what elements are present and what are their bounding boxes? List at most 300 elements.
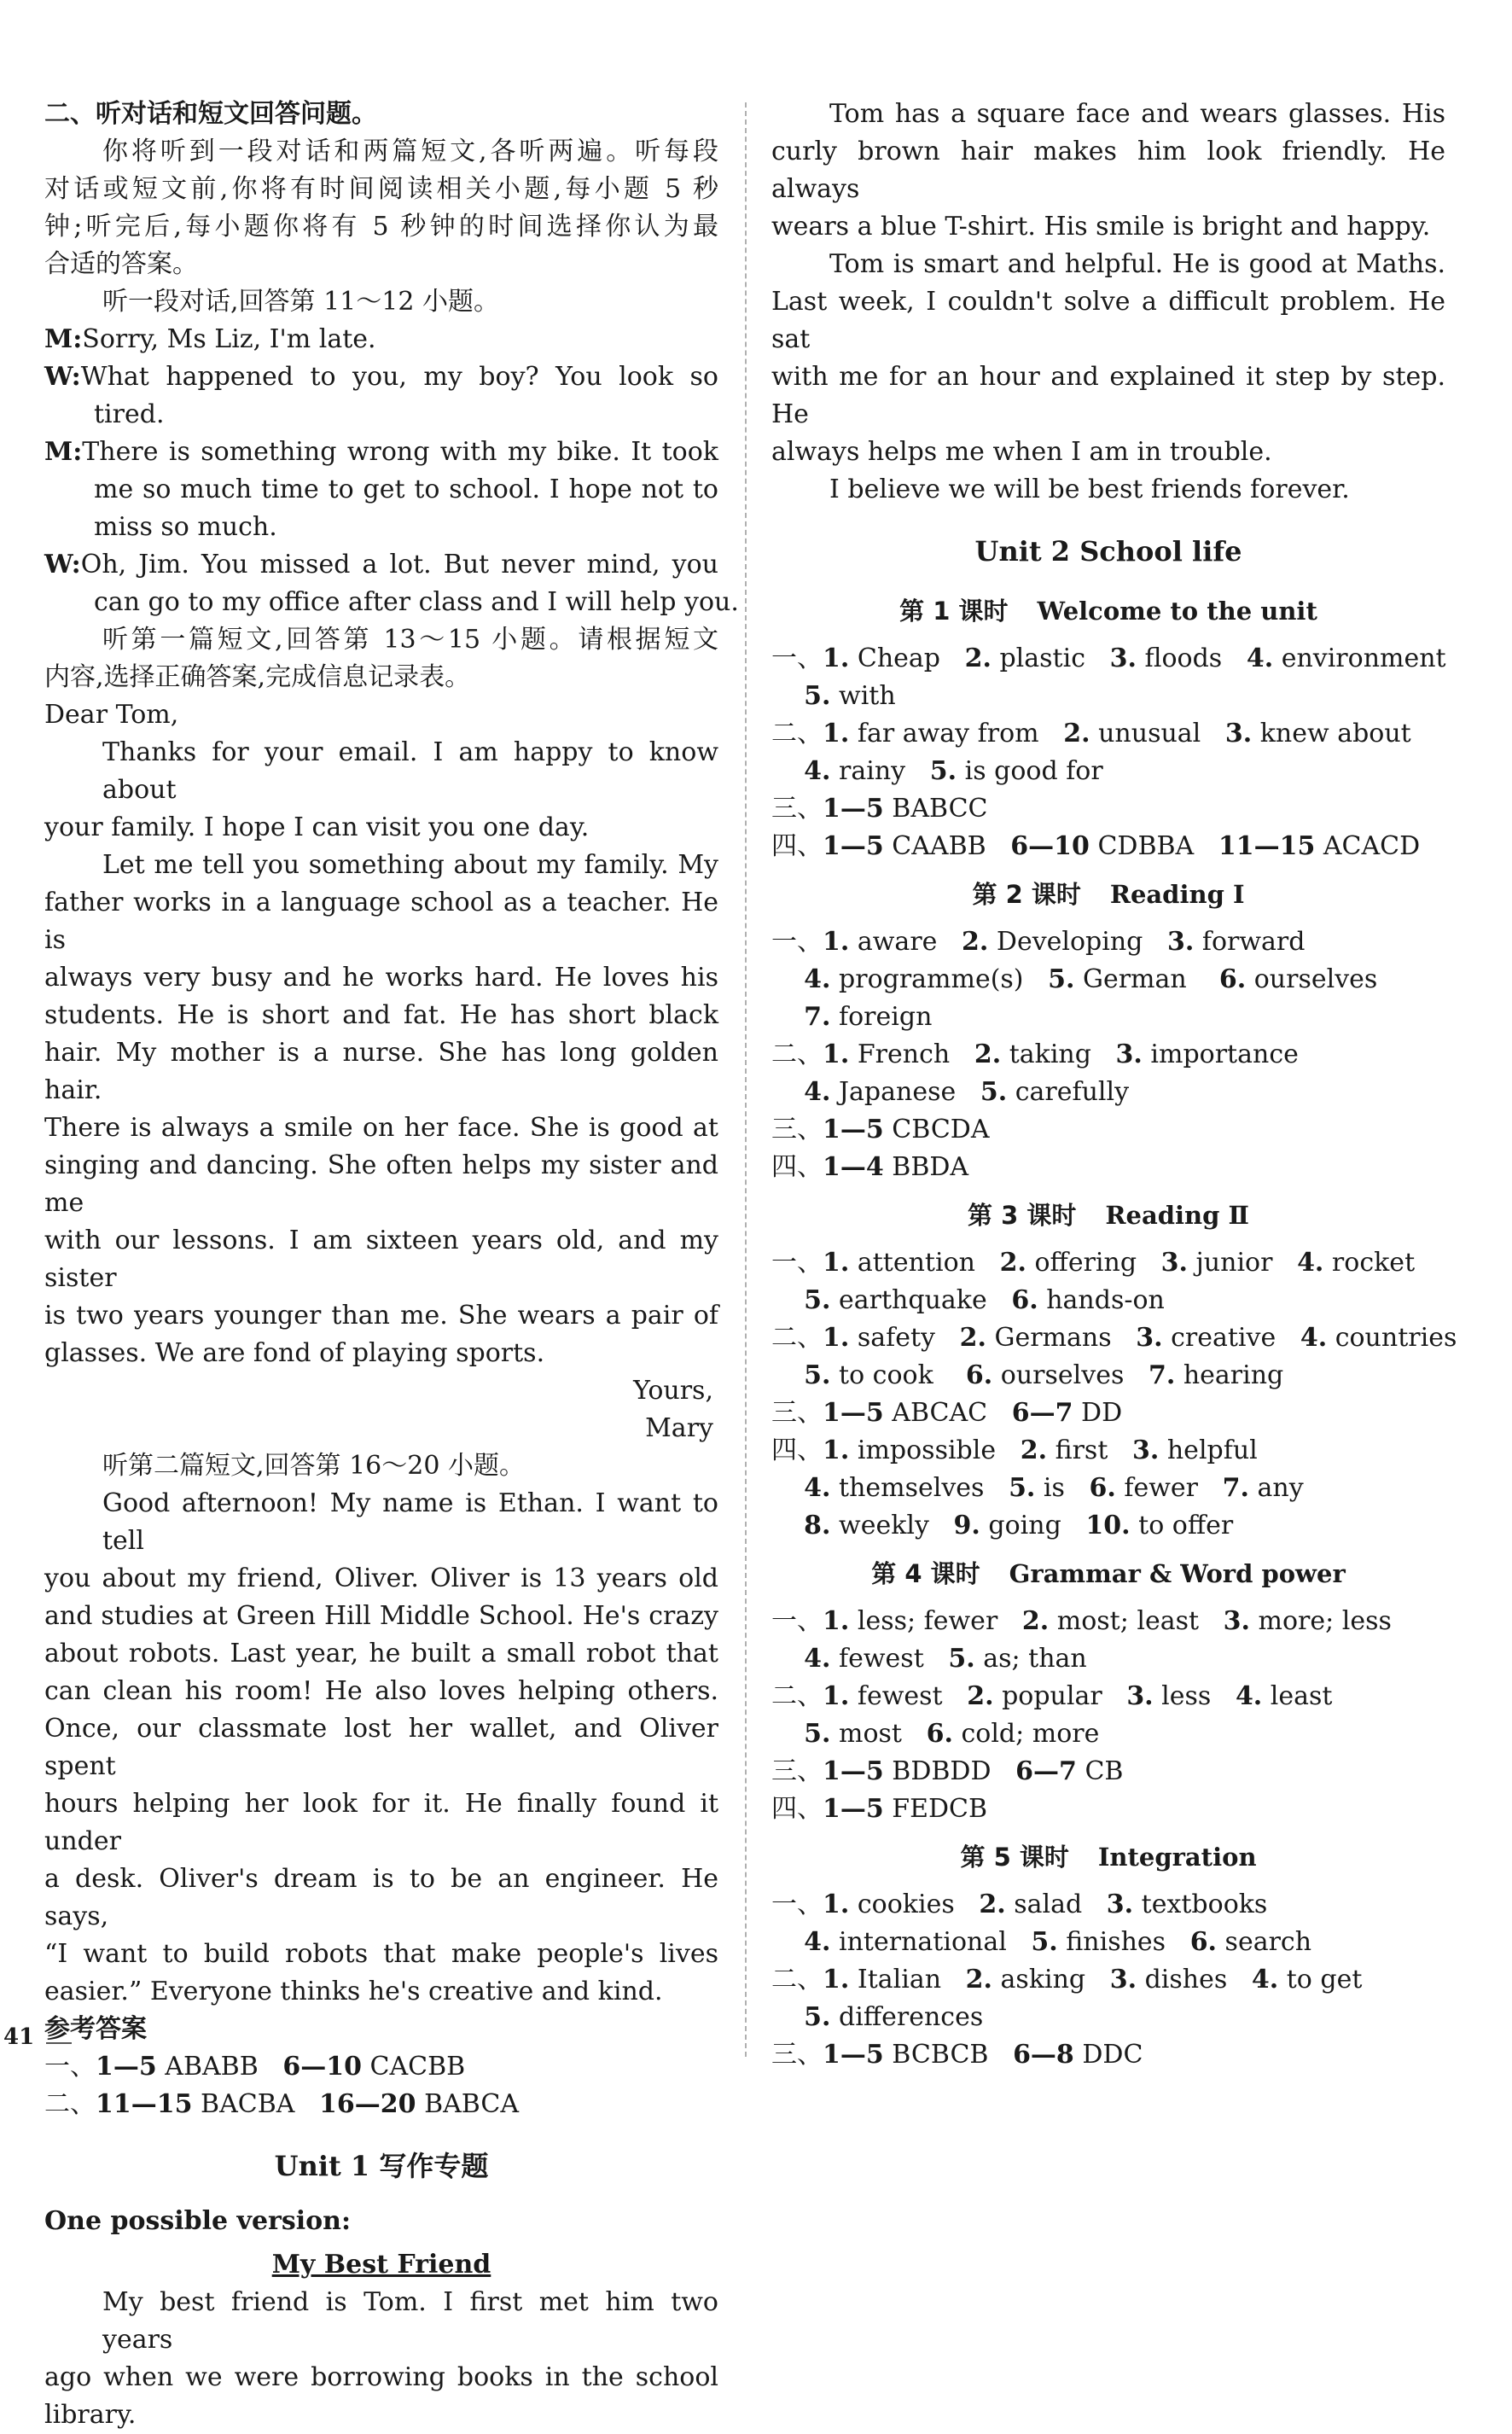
answer-text: textbooks (1133, 1890, 1268, 1919)
answer-text: to get (1278, 1965, 1363, 1994)
answer-text: BDBDD (883, 1756, 1016, 1786)
answer-text: Japanese (830, 1077, 980, 1107)
answer-number: 1—5 (823, 1115, 884, 1144)
answer-text: Italian (849, 1965, 966, 1994)
answer-row (771, 1319, 1457, 1357)
lesson-title: Reading Ⅱ (1105, 1201, 1249, 1230)
answer-text: 三、 (771, 1756, 823, 1786)
answer-text: far away from (849, 719, 1064, 748)
answer-text: is (1035, 1473, 1090, 1503)
dialogue-line (44, 509, 718, 546)
answer-row (771, 1111, 1445, 1149)
dialogue-text: can go to my office after class and I will help you. (94, 587, 739, 617)
answer-number: 1. (823, 1606, 850, 1636)
answer-row (771, 1244, 1445, 1282)
speaker-label: M: (44, 437, 83, 467)
answer-row (44, 2086, 718, 2123)
answer-number: 3. (1132, 1435, 1160, 1465)
answer-number: 5. (804, 1285, 831, 1315)
essay-line: with me for an hour and explained it step by step. He (771, 362, 1445, 429)
answer-row (771, 1432, 1445, 1470)
answer-text: 四、 (771, 1152, 823, 1182)
lesson-title: Reading Ⅰ (1109, 880, 1245, 909)
answer-text: DD (1073, 1398, 1123, 1428)
answer-text: junior (1187, 1248, 1298, 1278)
essay-title: My Best Friend (271, 2250, 491, 2280)
lesson-title: Welcome to the unit (1037, 597, 1317, 626)
answer-number: 1—5 (823, 1794, 884, 1824)
unit2-heading: Unit 2 School life (974, 535, 1242, 568)
answer-text: asking (992, 1965, 1110, 1994)
answer-text: floods (1136, 643, 1247, 673)
passage2-line: Once, our classmate lost her wallet, and Oliver spent (44, 1714, 718, 1781)
answer-number: 1—4 (823, 1152, 884, 1182)
answer-number: 3. (1160, 1248, 1188, 1278)
letter-line: your family. I hope I can visit you one day. (44, 812, 590, 842)
dialogue-line (44, 471, 718, 509)
answer-text (771, 1927, 804, 1957)
dialogue-line (44, 584, 739, 621)
right-column (771, 96, 1457, 2074)
essay-line: Last week, I couldn't solve a difficult problem. He sat (771, 287, 1445, 354)
answer-text: cookies (849, 1890, 980, 1919)
answer-text (771, 2002, 804, 2032)
answer-number: 9. (953, 1511, 980, 1540)
letter-closing: Yours, (633, 1376, 713, 1406)
answer-text: BCBCB (883, 2040, 1014, 2070)
answer-text: environment (1273, 643, 1446, 673)
dialogue (44, 321, 739, 621)
answer-number: 2. (959, 1323, 986, 1353)
answer-number: 1—5 (823, 1398, 884, 1428)
answer-text: plastic (991, 643, 1110, 673)
answer-text: fewest (849, 1681, 968, 1711)
answer-number: 11—15 (1218, 831, 1316, 861)
answer-text: any (1248, 1473, 1304, 1503)
letter-line: with our lessons. I am sixteen years old, and my sister (44, 1226, 718, 1293)
answer-row (771, 753, 1445, 790)
letter-line: is two years younger than me. She wears a pair of (44, 1301, 718, 1331)
instructions (44, 133, 718, 283)
dialogue-text: Oh, Jim. You missed a lot. But never mind, you (80, 550, 718, 579)
answer-text: dishes (1137, 1965, 1252, 1994)
dialogue-text: Sorry, Ms Liz, I'm late. (82, 324, 376, 354)
answer-text: 一、 (44, 2052, 96, 2082)
essay-line: I believe we will be best friends forever. (829, 475, 1350, 504)
answer-text: 二、 (771, 719, 823, 748)
answer-number: 3. (1136, 1323, 1163, 1353)
answer-number: 2. (974, 1039, 1002, 1069)
passage2-line: easier.” Everyone thinks he's creative and kind. (44, 1977, 663, 2006)
answer-number: 3. (1109, 1965, 1137, 1994)
answer-text: countries (1327, 1323, 1457, 1353)
answer-text (771, 964, 804, 994)
answer-row (771, 999, 1445, 1036)
answer-text: taking (1001, 1039, 1116, 1069)
answer-row (44, 2048, 718, 2086)
left-column (44, 96, 739, 2434)
answer-text: 二、 (771, 1965, 823, 1994)
answer-number: 6—7 (1011, 1398, 1073, 1428)
lesson-block (771, 582, 1445, 865)
answer-text (771, 1719, 804, 1749)
answer-text: ABCAC (883, 1398, 1012, 1428)
lesson-number: 第 4 课时 (871, 1559, 980, 1588)
answer-number: 3. (1167, 927, 1195, 957)
answer-text: programme(s) (830, 964, 1049, 994)
answer-row (771, 1961, 1445, 1999)
answer-text: ABABB (156, 2052, 283, 2082)
answer-row (771, 1470, 1445, 1507)
answer-number: 6—8 (1013, 2040, 1074, 2070)
letter-greeting: Dear Tom, (44, 700, 179, 730)
lesson-number: 第 1 课时 (899, 597, 1009, 626)
lesson-answers (771, 582, 1457, 2074)
answer-number: 5. (804, 1360, 831, 1390)
answer-number: 1. (823, 719, 850, 748)
passage2-line: hours helping her look for it. He finally found it under (44, 1789, 718, 1856)
answer-number: 1. (823, 1681, 850, 1711)
answer-number: 16—20 (319, 2089, 416, 2119)
answer-number: 6. (965, 1360, 993, 1390)
answer-text: 四、 (771, 1794, 823, 1824)
answer-number: 1—5 (823, 831, 884, 861)
answer-text: FEDCB (883, 1794, 988, 1824)
answer-number: 5. (804, 1719, 831, 1749)
answer-number: 2. (999, 1248, 1026, 1278)
answer-row (771, 1282, 1445, 1319)
answer-number: 2. (979, 1890, 1006, 1919)
answer-text (771, 756, 804, 786)
answer-text: 一、 (771, 1248, 823, 1278)
letter-line: always very busy and he works hard. He loves his (44, 963, 718, 993)
answer-number: 3. (1224, 719, 1253, 748)
answer-text: BACBA (192, 2089, 320, 2119)
page-number: 41 (3, 2024, 35, 2050)
lesson-title: Grammar & Word power (1009, 1559, 1346, 1588)
speaker-label: W: (44, 362, 81, 392)
answer-number: 1. (823, 927, 850, 957)
answer-number: 6. (1218, 964, 1247, 994)
answer-text: 四、 (771, 1435, 823, 1465)
letter-line: father works in a language school as a teacher. He is (44, 888, 718, 955)
answer-number: 4. (1300, 1323, 1328, 1353)
answer-number: 2. (967, 1681, 994, 1711)
answer-text: 二、 (44, 2089, 96, 2119)
answer-text: 四、 (771, 831, 823, 861)
answer-number: 2. (964, 643, 992, 673)
answer-number: 7. (1148, 1360, 1176, 1390)
answer-number: 3. (1106, 1890, 1134, 1919)
answer-text: to offer (1130, 1511, 1234, 1540)
answer-row (771, 1640, 1445, 1678)
answer-row (771, 715, 1445, 753)
answer-text: 二、 (771, 1039, 823, 1069)
answers-title: 参考答案 (44, 2014, 147, 2044)
dialogue-line (44, 358, 718, 396)
answer-number: 2. (965, 1965, 992, 1994)
answer-text: more; less (1249, 1606, 1392, 1636)
letter-line: singing and dancing. She often helps my sister and me (44, 1150, 718, 1218)
answer-number: 5. (804, 681, 831, 711)
answer-text: ourselves (992, 1360, 1149, 1390)
instruction-line: 对话或短文前,你将有时间阅读相关小题,每小题 5 秒 (44, 174, 718, 204)
answer-number: 4. (1235, 1681, 1263, 1711)
answer-number: 4. (804, 1473, 831, 1503)
passage2-body (44, 1485, 718, 2011)
answer-text: most (830, 1719, 927, 1749)
answer-text: DDC (1073, 2040, 1143, 2070)
answer-text: importance (1142, 1039, 1299, 1069)
answer-text: 三、 (771, 794, 823, 824)
answer-text: as; than (974, 1644, 1087, 1674)
answer-text: finishes (1057, 1927, 1190, 1957)
answer-number: 4. (804, 1644, 831, 1674)
answer-number: 2. (1021, 1606, 1050, 1636)
answer-text: going (980, 1511, 1086, 1540)
answer-row (771, 1791, 1445, 1828)
answer-text (771, 681, 804, 711)
essay-line: Tom has a square face and wears glasses. His (829, 99, 1445, 129)
answer-text: creative (1162, 1323, 1300, 1353)
answer-text: CDBBA (1089, 831, 1218, 861)
lesson-block (771, 1186, 1457, 1545)
unit1-heading: Unit 1 写作专题 (274, 2150, 489, 2182)
answer-text: safety (849, 1323, 960, 1353)
answer-text (771, 1473, 804, 1503)
answer-text (771, 1360, 804, 1390)
answer-number: 1. (823, 1323, 850, 1353)
answer-number: 6. (926, 1719, 953, 1749)
answer-number: 4. (1251, 1965, 1279, 1994)
answer-number: 5. (980, 1077, 1008, 1107)
answer-number: 2. (962, 927, 989, 957)
dialogue-line (44, 434, 718, 471)
passage1-intro-line: 听第一篇短文,回答第 13～15 小题。请根据短文 (102, 625, 718, 655)
answer-text: French (849, 1039, 974, 1069)
answer-number: 1. (823, 1965, 850, 1994)
answer-text: hearing (1175, 1360, 1284, 1390)
dialogue-intro: 听一段对话,回答第 11～12 小题。 (102, 287, 499, 317)
answer-text: BBDA (883, 1152, 969, 1182)
answer-text: 三、 (771, 2040, 823, 2070)
lesson-heading (771, 1186, 1445, 1244)
lesson-heading (771, 582, 1445, 640)
answer-number: 7. (804, 1002, 831, 1032)
dialogue-line (44, 321, 718, 358)
letter-signature: Mary (645, 1413, 713, 1443)
passage1-intro (44, 621, 718, 696)
answer-row (771, 961, 1445, 999)
answer-text: 二、 (771, 1681, 823, 1711)
answer-number: 5. (1048, 964, 1075, 994)
essay-line: always helps me when I am in trouble. (771, 437, 1272, 467)
answer-number: 5. (929, 756, 957, 786)
answer-text: 一、 (771, 1890, 823, 1919)
answer-row (771, 1999, 1445, 2036)
answer-number: 6—10 (282, 2052, 362, 2082)
lesson-block (771, 1545, 1445, 1828)
answer-number: 3. (1126, 1681, 1154, 1711)
answer-number: 1. (823, 1248, 850, 1278)
answer-row (771, 2036, 1445, 2074)
answer-text (771, 1002, 804, 1032)
answer-number: 6—10 (1010, 831, 1090, 861)
answer-text: impossible (849, 1435, 1021, 1465)
answer-text: unusual (1090, 719, 1225, 748)
answer-row (771, 790, 1445, 828)
letter-line: There is always a smile on her face. She is good at (44, 1113, 718, 1143)
answer-text: foreign (830, 1002, 933, 1032)
answer-text: aware (849, 927, 962, 957)
answer-number: 1—5 (823, 2040, 884, 2070)
answer-text: earthquake (830, 1285, 1012, 1315)
dialogue-text: There is something wrong with my bike. It took (82, 437, 718, 467)
letter-line: hair. My mother is a nurse. She has long golden hair. (44, 1038, 718, 1105)
dialogue-line (44, 546, 718, 584)
answer-text: weekly (830, 1511, 954, 1540)
passage2-line: can clean his room! He also loves helping others. (44, 1676, 718, 1706)
answer-number: 1. (823, 1435, 850, 1465)
lesson-heading (771, 1545, 1445, 1603)
answer-text: search (1217, 1927, 1312, 1957)
answer-row (771, 1357, 1445, 1395)
answer-row (771, 1507, 1445, 1545)
letter-body (44, 734, 718, 1372)
answer-text: ourselves (1246, 964, 1378, 994)
answer-row (771, 828, 1445, 865)
answer-text: themselves (830, 1473, 1009, 1503)
essay-body-continued (771, 96, 1445, 509)
answer-number: 3. (1115, 1039, 1143, 1069)
answer-number: 8. (804, 1511, 831, 1540)
answer-text: hands-on (1038, 1285, 1165, 1315)
lesson-heading (771, 1828, 1445, 1886)
lesson-number: 第 5 课时 (960, 1843, 1069, 1872)
answer-text (771, 1077, 804, 1107)
listening-section-title: 二、听对话和短文回答问题。 (44, 99, 377, 129)
answer-text: Germans (986, 1323, 1137, 1353)
answer-text: fewest (830, 1644, 949, 1674)
answer-text: rainy (830, 756, 930, 786)
answer-number: 1. (823, 643, 850, 673)
answer-text: German (1074, 964, 1219, 994)
answer-text (771, 1644, 804, 1674)
answer-number: 1—5 (823, 1756, 884, 1786)
dialogue-line (44, 396, 718, 434)
answer-row (771, 678, 1445, 715)
lesson-block (771, 1828, 1445, 2074)
instruction-line: 合适的答案。 (44, 249, 198, 279)
answer-number: 4. (804, 1077, 831, 1107)
answer-text: CACBB (362, 2052, 466, 2082)
letter-line: glasses. We are fond of playing sports. (44, 1338, 545, 1368)
passage2-line: a desk. Oliver's dream is to be an engineer. He says, (44, 1864, 718, 1931)
answer-text: attention (849, 1248, 1000, 1278)
answer-text: with (830, 681, 896, 711)
answer-number: 4. (804, 756, 831, 786)
passage2-line: about robots. Last year, he built a small robot that (44, 1639, 718, 1668)
answer-text: carefully (1007, 1077, 1130, 1107)
page-number-rule (46, 2042, 72, 2044)
answer-number: 1—5 (96, 2052, 157, 2082)
essay-line: My best friend is Tom. I first met him two years (102, 2287, 718, 2355)
dialogue-text: me so much time to get to school. I hope not to (94, 475, 718, 504)
answer-number: 6. (1011, 1285, 1038, 1315)
answer-text: 三、 (771, 1115, 823, 1144)
answer-text: is good for (957, 756, 1103, 786)
answer-text: 二、 (771, 1323, 823, 1353)
speaker-label: W: (44, 550, 81, 579)
answer-row (771, 640, 1445, 678)
possible-version-label: One possible version: (44, 2206, 352, 2236)
answer-number: 3. (1109, 643, 1137, 673)
essay-line: wears a blue T-shirt. His smile is bright and happy. (771, 212, 1431, 242)
answer-text: forward (1194, 927, 1306, 957)
answer-text: 三、 (771, 1398, 823, 1428)
answer-row (771, 1149, 1445, 1186)
answer-number: 6. (1089, 1473, 1116, 1503)
lesson-number: 第 3 课时 (968, 1201, 1077, 1230)
answer-text: first (1047, 1435, 1132, 1465)
answer-text: CAABB (883, 831, 1011, 861)
speaker-label: M: (44, 324, 83, 354)
answer-row (771, 1715, 1445, 1753)
passage2-line: and studies at Green Hill Middle School. He's crazy (44, 1601, 718, 1631)
passage2-line: you about my friend, Oliver. Oliver is 13 years old (44, 1563, 718, 1593)
answer-text: 一、 (771, 1606, 823, 1636)
answer-text: fewer (1115, 1473, 1223, 1503)
answer-text: Developing (988, 927, 1167, 957)
answer-row (771, 1603, 1445, 1640)
letter-line: students. He is short and fat. He has short black (44, 1000, 718, 1030)
answer-number: 1. (823, 1039, 850, 1069)
answer-text: knew about (1252, 719, 1411, 748)
instruction-line: 你将听到一段对话和两篇短文,各听两遍。听每段 (102, 137, 718, 166)
answer-number: 5. (1009, 1473, 1036, 1503)
answer-text: cold; more (952, 1719, 1100, 1749)
answer-text: BABCC (883, 794, 988, 824)
column-divider (745, 102, 747, 2057)
answer-row (771, 1886, 1445, 1924)
letter-line: Thanks for your email. I am happy to know about (102, 737, 718, 805)
answer-row (771, 1753, 1445, 1791)
essay-line: ago when we were borrowing books in the school (44, 2362, 718, 2392)
answer-number: 6. (1189, 1927, 1218, 1957)
essay-line: library. (44, 2400, 137, 2430)
answer-number: 1. (823, 1890, 850, 1919)
answer-number: 4. (804, 964, 831, 994)
answer-text: most; least (1049, 1606, 1224, 1636)
answer-row (771, 1036, 1445, 1074)
letter-line: Let me tell you something about my family. My (102, 850, 718, 880)
passage2-line: “I want to build robots that make people's lives (44, 1939, 718, 1969)
answer-number: 10. (1085, 1511, 1131, 1540)
answer-text: offering (1026, 1248, 1161, 1278)
answer-number: 11—15 (96, 2089, 193, 2119)
answer-text: popular (993, 1681, 1127, 1711)
answer-text: differences (830, 2002, 984, 2032)
answer-text: to cook (830, 1360, 966, 1390)
answer-text: less (1153, 1681, 1236, 1711)
answer-number: 5. (1031, 1927, 1058, 1957)
answer-text: rocket (1323, 1248, 1416, 1278)
answer-text: 一、 (771, 927, 823, 957)
passage2-intro: 听第二篇短文,回答第 16～20 小题。 (102, 1451, 525, 1481)
answer-row (771, 1074, 1445, 1111)
answer-number: 4. (1297, 1248, 1324, 1278)
essay-body-start (44, 2284, 718, 2434)
